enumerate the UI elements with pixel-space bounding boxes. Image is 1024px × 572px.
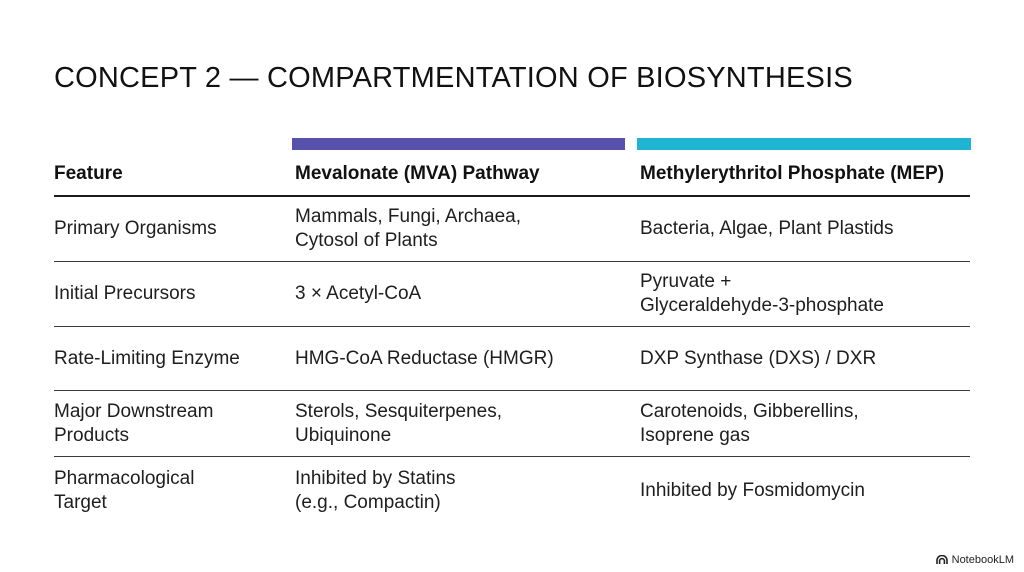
slide-title: CONCEPT 2 — COMPARTMENTATION OF BIOSYNTHESIS [54, 62, 853, 94]
mep-cell: Inhibited by Fosmidomycin [640, 480, 865, 501]
mep-cell: DXP Synthase (DXS) / DXR [640, 327, 970, 391]
header-mep-pathway: Methylerythritol Phosphate (MEP) [640, 153, 970, 196]
mep-cell: Pyruvate + Glyceraldehyde-3-phosphate [640, 262, 970, 327]
table-row [54, 196, 970, 262]
feature-cell: Primary Organisms [54, 196, 295, 262]
header-feature: Feature [54, 153, 295, 196]
table-row [54, 327, 970, 391]
header-mva-pathway: Mevalonate (MVA) Pathway [295, 153, 640, 196]
table-header-row [54, 153, 970, 196]
feature-cell: Major Downstream Products [54, 391, 295, 457]
mva-cell: Sterols, Sesquiterpenes, Ubiquinone [295, 391, 640, 457]
mva-cell: Mammals, Fungi, Archaea, Cytosol of Plants [295, 196, 640, 262]
mep-cell: Carotenoids, Gibberellins, Isoprene gas [640, 391, 970, 457]
mva-column-accent-bar [292, 138, 625, 150]
brand-name: NotebookLM [951, 554, 1014, 566]
feature-cell: Rate-Limiting Enzyme [54, 327, 295, 391]
table-row [54, 391, 970, 457]
feature-cell: Initial Precursors [54, 262, 295, 327]
notebooklm-logo-icon [936, 555, 948, 565]
mva-cell: HMG-CoA Reductase (HMGR) [295, 327, 640, 391]
feature-cell: Pharmacological Target [54, 468, 195, 513]
mep-column-accent-bar [637, 138, 971, 150]
table-row [54, 262, 970, 327]
notebooklm-branding [936, 554, 1014, 566]
mep-cell: Bacteria, Algae, Plant Plastids [640, 196, 970, 262]
table-row [54, 457, 970, 526]
mva-cell: Inhibited by Statins (e.g., Compactin) [295, 468, 456, 513]
mva-cell: 3 × Acetyl-CoA [295, 262, 640, 327]
comparison-table [54, 153, 970, 525]
